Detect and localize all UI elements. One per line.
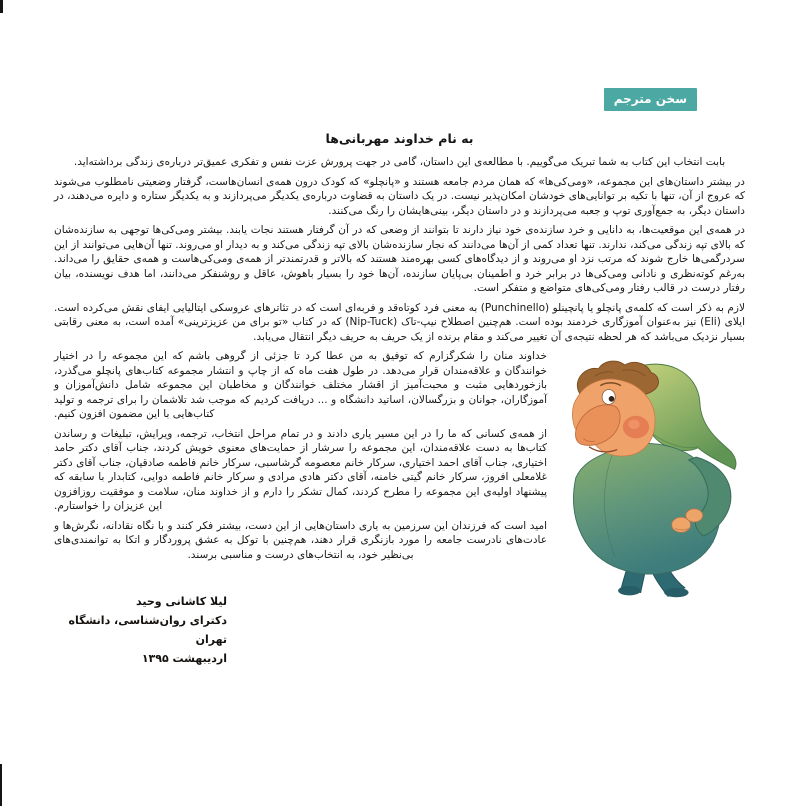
paragraph-4: لازم به ذکر است که کلمه‌ی پانچلو یا پانچینلو (Punchinello) به معنی فرد کوتاه‌قد و فربه‌ای است که در تئاترهای عروسکی ایتالیایی ایفای نقش می‌کرده است. ایلای (Eli) نیز به‌عنوان آموزگاری خردمند بوده است. هم‌چنین اصطلاح نیپ-تاک (Nip-Tuck) که در کتاب «تو برای من عزیزترینی» آمده است، به معنی رقابتی بسیار نزدیک می‌باشد که هر لحظه نتیجه‌ی آن تغییر می‌کند و مقام برنده از یک حریف به حریف دیگر انتقال می‌یابد.: [54, 301, 745, 343]
paragraph-2: در بیشتر داستان‌های این مجموعه، «ومی‌کی‌ها» که همان مردم جامعه هستند و «پانچلو» که کودک درون همه‌ی انسان‌هاست، گرفتار وضعیتی نامطلوب می‌شوند که عروج از آن، تنها با تکیه بر توانایی‌های خودشان امکان‌پذیر نیست. در یک داستان به قضاوت درباره‌ی یکدیگر می‌پردازند و به یکدیگر ستاره و دایره می‌دهند، در داستان دیگر، به جمع‌آوری توپ و جعبه می‌پردازند و در داستان دیگر، بینی‌هایشان را رنگ می‌کنند.: [54, 175, 745, 217]
translator-degree: دکترای روان‌شناسی، دانشگاه تهران: [68, 614, 227, 646]
paragraph-1: بابت انتخاب این کتاب به شما تبریک می‌گوییم. با مطالعه‌ی این داستان، گامی در جهت پرورش عزت نفس و تفکری عمیق‌تر درباره‌ی زندگی برداشته‌اید.: [73, 156, 726, 168]
paragraph-6: از همه‌ی کسانی که ما را در این مسیر یاری دادند و در تمام مراحل انتخاب، ترجمه، ویرایش، تبلیغات و رساندن کتاب‌ها به دست علاقه‌مندان، این مجموعه را سرشار از حمایت‌های معنوی خویش کردند، جناب آقای دکتر حامد اختیاری، جناب آقای احمد اختیاری، سرکار خانم معصومه گرشاسبی، سرکار خانم فاطمه صادقیان، جناب آقای دکتر غلامعلی افروز، سرکار خانم گیتی خامنه، آقای دکتر هادی مرادی و سرکار خانم فاطمه دوایی، کتابدار با سابقه که پیشنهاد اولیه‌ی این مجموعه را مطرح کردند، کمال تشکر را دارم و از خداوند منان، سلامت و موفقیت روزافزون این عزیزان را خواستارم.: [54, 427, 547, 512]
translator-name: لیلا کاشانی وحید: [136, 595, 227, 608]
preface-content: [54, 131, 745, 668]
paragraph-3: در همه‌ی این موقعیت‌ها، به دانایی و خرد سازنده‌ی خود نیاز دارند تا بتوانند از وضعی که در آن گرفتار هستند نجات یابند. بیشتر ومی‌کی‌ها توجهی به سازنده‌شان که بالای تپه زندگی می‌کند، ندارند. تنها تعداد کمی از آن‌ها می‌دانند که نجار سازنده‌شان بالای تپه زندگی می‌کند و به دیدار او می‌روند. تنها آن‌هایی می‌توانند از این سردرگمی‌ها خارج شوند که مرتب نزد او می‌روند و از دیدگاه‌های کسی بهره‌مند هستند که بالاتر و قدرتمندتر از همه‌ی ومی‌کی‌هاست و همه‌ی حقایق را می‌داند. به‌رغم کوته‌نظری و نادانی ومی‌کی‌ها در برابر خرد و اطمینان بی‌پایان سازنده، آن‌ها خود را بسیار باهوش، عاقل و روشنفکر می‌دانند، اما هدف نویسنده، بیان رفتار درست در قالب رفتار ومی‌کی‌های متواضع و متفکر است.: [54, 224, 745, 294]
paragraph-5: خداوند منان را شکرگزارم که توفیق به من عطا کرد تا جزئی از گروهی باشم که این مجموعه را در اختیار خوانندگان و علاقه‌مندان قرار می‌دهد. در طول هفت ماه که از چاپ و انتشار مجموعه کتاب‌های پانچلو می‌گذرد، بازخوردهایی مثبت و محبت‌آمیز از اقشار مختلف خوانندگان و مخاطبان این مجموعه شامل دانش‌آموزان و آموزگاران، جوانان و بزرگسالان، اساتید دانشگاه و ... دریافت کردیم که موجب شد تلاشمان را برای ترجمه و تولید کتاب‌هایی با این مضمون افزون کنیم.: [54, 350, 547, 420]
punchinello-character-drawing: [557, 351, 745, 599]
section-label-badge: سخن مترجم: [604, 88, 697, 111]
punchinello-illustration: [557, 351, 745, 599]
paragraph-7: امید است که فرزندان این سرزمین به یاری داستان‌هایی از این دست، بیشتر فکر کنند و با نگاه نقادانه، نگرش‌ها و عادت‌های نادرست جامعه را مورد بازنگری قرار دهند، هم‌چنین با توکل به عشق پروردگار و اتکا به توانمندی‌های بی‌نظیر خود، به انتخاب‌های درست و مناسبی برسند.: [54, 519, 547, 561]
page-title: به نام خداوند مهربانی‌ها: [325, 131, 474, 146]
signature-date: اردیبهشت ۱۳۹۵: [141, 652, 227, 665]
scan-edge-artifact-bottom: [0, 764, 2, 806]
translator-signature: [52, 592, 227, 668]
scan-edge-artifact-top: [0, 0, 3, 13]
